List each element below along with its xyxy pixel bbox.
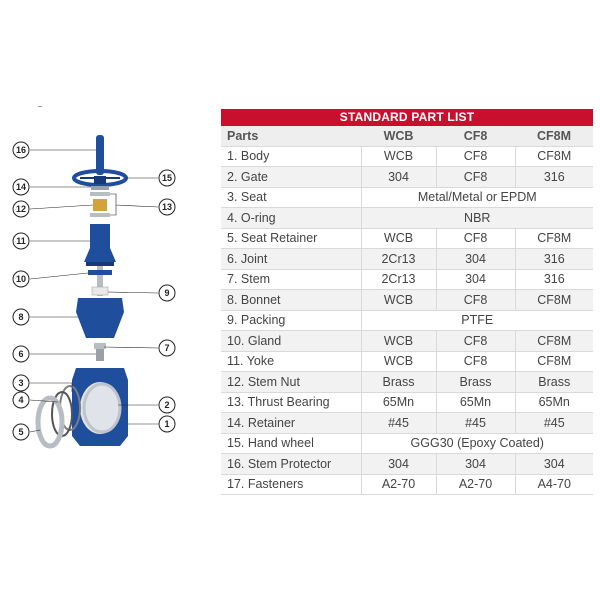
table-row <box>221 433 593 454</box>
part-name: 17. Fasteners <box>221 474 361 495</box>
callout-1 <box>159 416 175 432</box>
packing <box>92 287 108 295</box>
part-name: 2. Gate <box>221 167 361 188</box>
svg-text:5: 5 <box>18 427 24 437</box>
material-cell: WCB <box>361 228 436 249</box>
callout-10 <box>13 271 29 287</box>
callout-16 <box>13 142 29 158</box>
material-cell: WCB <box>361 146 436 167</box>
svg-text:8: 8 <box>18 312 24 322</box>
svg-text:4: 4 <box>18 395 24 405</box>
material-cell: CF8 <box>436 290 515 311</box>
table-row <box>221 474 593 495</box>
material-cell: 316 <box>515 249 593 270</box>
material-cell: CF8 <box>436 351 515 372</box>
part-name: 8. Bonnet <box>221 290 361 311</box>
material-cell: 304 <box>361 454 436 475</box>
decorative-dash <box>38 106 42 107</box>
callout-6 <box>13 346 29 362</box>
joint <box>94 343 106 349</box>
table-row <box>221 290 593 311</box>
table-row <box>221 208 593 229</box>
part-name: 16. Stem Protector <box>221 454 361 475</box>
material-merged: GGG30 (Epoxy Coated) <box>361 433 593 454</box>
callout-13 <box>159 199 175 215</box>
part-name: 14. Retainer <box>221 413 361 434</box>
svg-text:13: 13 <box>161 202 173 212</box>
header-wcb: WCB <box>361 126 436 146</box>
yoke <box>84 224 116 262</box>
part-name: 11. Yoke <box>221 351 361 372</box>
material-cell: WCB <box>361 351 436 372</box>
material-cell: #45 <box>436 413 515 434</box>
material-cell: CF8M <box>515 331 593 352</box>
material-cell: CF8M <box>515 290 593 311</box>
table-row <box>221 249 593 270</box>
thrust-bearing <box>90 192 110 196</box>
material-cell: Brass <box>436 372 515 393</box>
table-row <box>221 269 593 290</box>
material-cell: A4-70 <box>515 474 593 495</box>
callout-14 <box>13 179 29 195</box>
table-row <box>221 372 593 393</box>
header-cf8: CF8 <box>436 126 515 146</box>
material-cell: #45 <box>515 413 593 434</box>
part-name: 6. Joint <box>221 249 361 270</box>
table-row <box>221 331 593 352</box>
material-cell: 65Mn <box>515 392 593 413</box>
table-header-row <box>221 126 593 146</box>
part-name: 13. Thrust Bearing <box>221 392 361 413</box>
material-cell: CF8 <box>436 228 515 249</box>
svg-text:15: 15 <box>161 173 173 183</box>
svg-text:14: 14 <box>15 182 27 192</box>
table-row <box>221 167 593 188</box>
callout-11 <box>13 233 29 249</box>
table-row <box>221 187 593 208</box>
table-body <box>221 146 593 495</box>
table-row <box>221 310 593 331</box>
material-cell: CF8M <box>515 351 593 372</box>
material-cell: 304 <box>361 167 436 188</box>
callout-7 <box>159 340 175 356</box>
callout-12 <box>13 201 29 217</box>
material-cell: CF8 <box>436 146 515 167</box>
stem-nut <box>93 199 107 211</box>
table-row <box>221 351 593 372</box>
table-row <box>221 146 593 167</box>
callout-2 <box>159 397 175 413</box>
material-cell: A2-70 <box>361 474 436 495</box>
svg-text:11: 11 <box>16 236 26 246</box>
svg-text:16: 16 <box>15 145 27 155</box>
table-row <box>221 454 593 475</box>
material-cell: Brass <box>361 372 436 393</box>
material-cell: Brass <box>515 372 593 393</box>
table-row <box>221 228 593 249</box>
svg-text:7: 7 <box>164 343 170 353</box>
svg-text:9: 9 <box>164 288 170 298</box>
material-cell: #45 <box>361 413 436 434</box>
material-cell: 2Cr13 <box>361 249 436 270</box>
material-cell: A2-70 <box>436 474 515 495</box>
table-row <box>221 413 593 434</box>
svg-text:1: 1 <box>164 419 170 429</box>
material-merged: PTFE <box>361 310 593 331</box>
material-cell: WCB <box>361 290 436 311</box>
seat-retainer <box>38 398 62 446</box>
header-cf8m: CF8M <box>515 126 593 146</box>
part-list-table <box>221 126 593 495</box>
gland <box>88 270 112 275</box>
svg-text:6: 6 <box>18 349 24 359</box>
callout-4 <box>13 392 29 408</box>
part-name: 1. Body <box>221 146 361 167</box>
material-cell: 316 <box>515 167 593 188</box>
callout-3 <box>13 375 29 391</box>
svg-text:3: 3 <box>18 378 24 388</box>
material-cell: WCB <box>361 331 436 352</box>
material-cell: CF8 <box>436 331 515 352</box>
svg-text:12: 12 <box>15 204 27 214</box>
material-cell: 304 <box>436 454 515 475</box>
part-name: 7. Stem <box>221 269 361 290</box>
part-list <box>221 109 593 495</box>
callout-8 <box>13 309 29 325</box>
bonnet <box>76 298 124 338</box>
material-cell: 304 <box>436 249 515 270</box>
svg-text:2: 2 <box>164 400 170 410</box>
part-name: 4. O-ring <box>221 208 361 229</box>
part-name: 5. Seat Retainer <box>221 228 361 249</box>
header-parts: Parts <box>221 126 361 146</box>
material-cell: 2Cr13 <box>361 269 436 290</box>
material-cell: CF8M <box>515 228 593 249</box>
callout-5 <box>13 424 29 440</box>
part-list-title: STANDARD PART LIST <box>221 109 593 126</box>
material-cell: CF8 <box>436 167 515 188</box>
material-cell: 304 <box>436 269 515 290</box>
callout-15 <box>159 170 175 186</box>
material-cell: 65Mn <box>436 392 515 413</box>
exploded-valve-diagram <box>0 120 215 465</box>
part-name: 3. Seat <box>221 187 361 208</box>
material-cell: 65Mn <box>361 392 436 413</box>
retainer <box>91 186 109 190</box>
part-name: 12. Stem Nut <box>221 372 361 393</box>
part-name: 10. Gland <box>221 331 361 352</box>
part-name: 9. Packing <box>221 310 361 331</box>
material-cell: 304 <box>515 454 593 475</box>
material-cell: CF8M <box>515 146 593 167</box>
part-name: 15. Hand wheel <box>221 433 361 454</box>
table-row <box>221 392 593 413</box>
material-merged: NBR <box>361 208 593 229</box>
material-cell: 316 <box>515 269 593 290</box>
svg-text:10: 10 <box>15 274 27 284</box>
material-merged: Metal/Metal or EPDM <box>361 187 593 208</box>
callout-9 <box>159 285 175 301</box>
